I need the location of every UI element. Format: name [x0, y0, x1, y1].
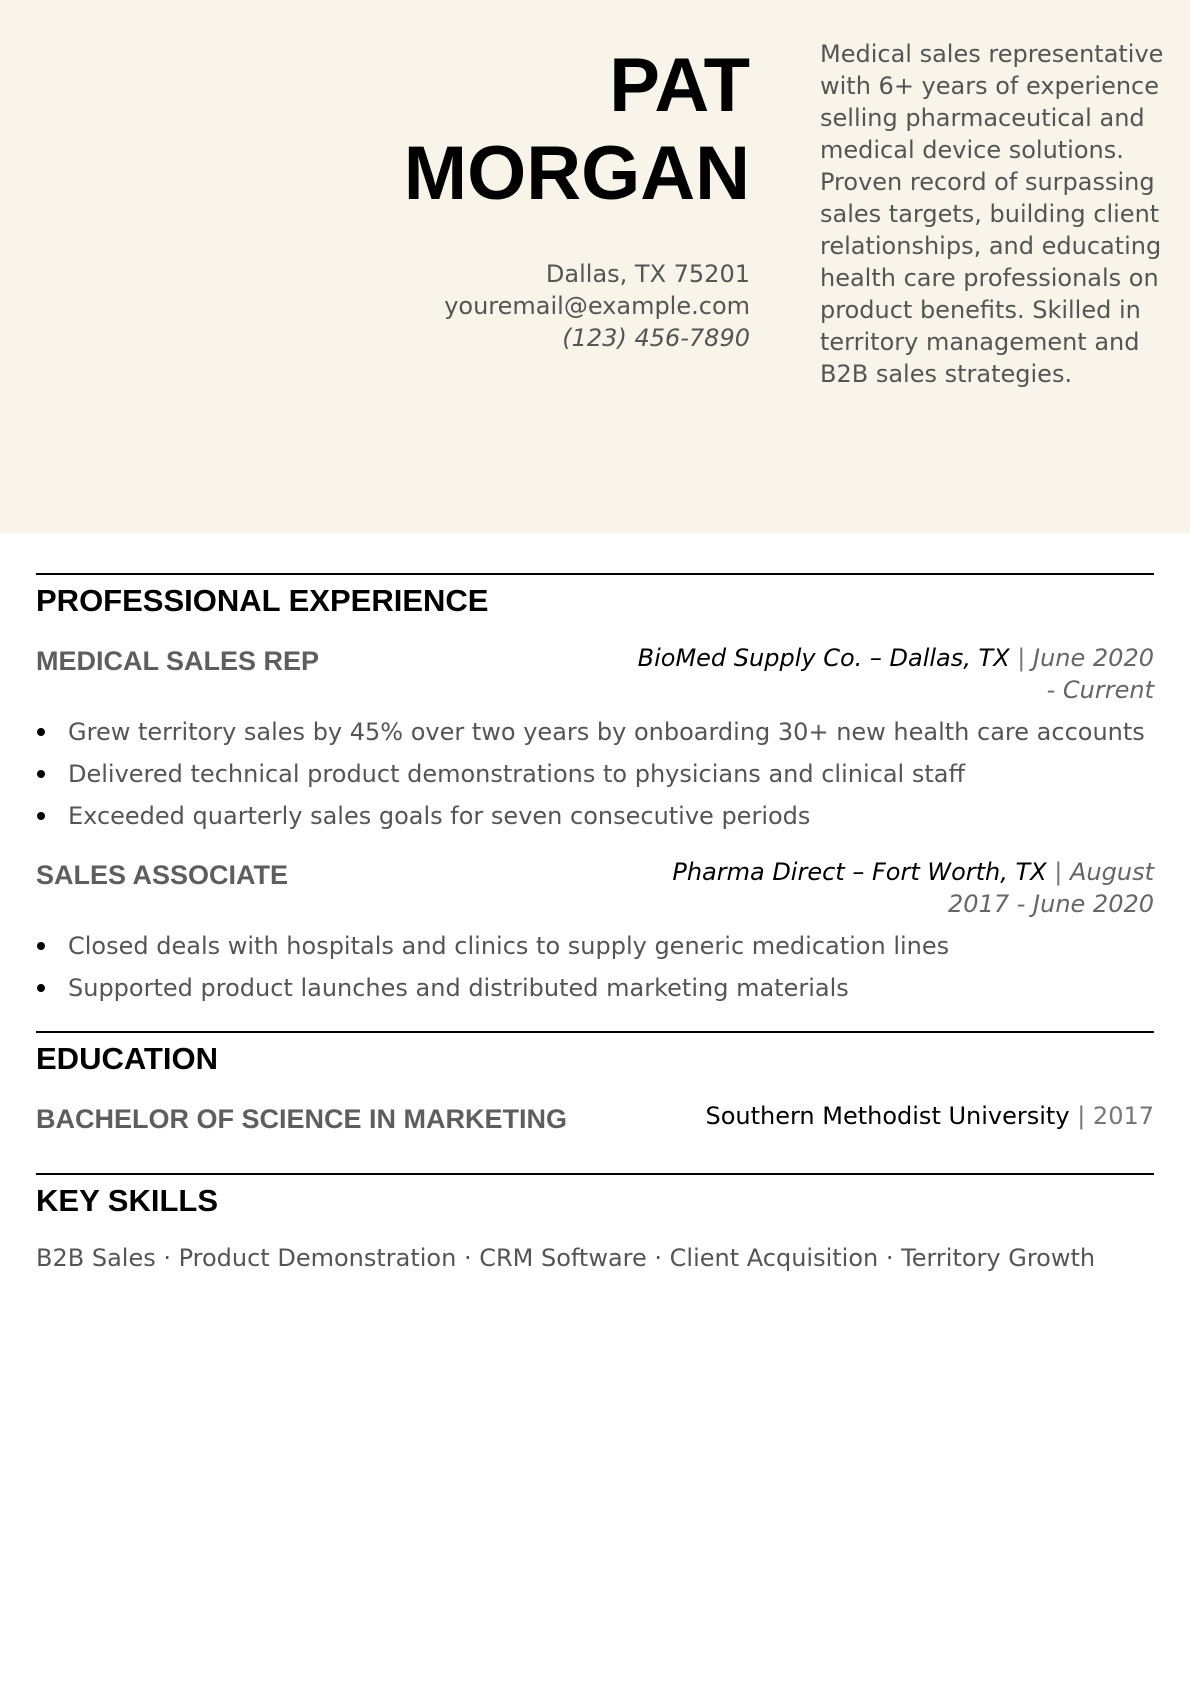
- education-meta: [554, 1100, 1154, 1132]
- job-title: MEDICAL SALES REP: [36, 646, 320, 676]
- school-name: Southern Methodist University: [705, 1102, 1070, 1130]
- meta-separator: |: [1077, 1102, 1086, 1130]
- list-item: Delivered technical product demonstrations to physicians and clinical staff: [36, 753, 1166, 795]
- first-name: PAT: [609, 43, 750, 128]
- section-divider: [36, 573, 1154, 575]
- experience-section-title: PROFESSIONAL EXPERIENCE: [36, 583, 489, 618]
- email-link[interactable]: youremail@example.com: [444, 292, 750, 320]
- list-item: Exceeded quarterly sales goals for seven consecutive periods: [36, 795, 1166, 837]
- education-section-title: EDUCATION: [36, 1041, 218, 1076]
- job-dates: August 2017 - June 2020: [948, 858, 1154, 918]
- list-item: Closed deals with hospitals and clinics to supply generic medication lines: [36, 925, 1166, 967]
- skills-section-title: KEY SKILLS: [36, 1183, 219, 1218]
- candidate-name: [250, 42, 750, 218]
- job-title: SALES ASSOCIATE: [36, 860, 289, 890]
- company-location: Pharma Direct – Fort Worth, TX: [672, 858, 1047, 886]
- skills-list: B2B Sales · Product Demonstration · CRM Software · Client Acquisition · Territory Growth: [36, 1244, 1096, 1272]
- job-meta: [634, 856, 1154, 920]
- location: Dallas, TX 75201: [545, 260, 750, 288]
- section-divider: [36, 1031, 1154, 1033]
- meta-separator: |: [1017, 644, 1026, 672]
- meta-separator: |: [1054, 858, 1063, 886]
- company-location: BioMed Supply Co. – Dallas, TX: [637, 644, 1010, 672]
- job-meta: [634, 642, 1154, 706]
- job-bullets: [36, 711, 1166, 837]
- contact-info: [350, 258, 750, 354]
- graduation-year: 2017: [1092, 1102, 1154, 1130]
- degree-title: BACHELOR OF SCIENCE IN MARKETING: [36, 1104, 568, 1134]
- list-item: Grew territory sales by 45% over two years by onboarding 30+ new health care accounts: [36, 711, 1166, 753]
- list-item: Supported product launches and distributed marketing materials: [36, 967, 1166, 1009]
- professional-summary: Medical sales representative with 6+ years of experience selling pharmaceutical and medical device solutions. Proven record of surpassing sales targets, building client relationships, and educating health care professionals on product benefits. Skilled in territory management and B2B sales strategies.: [820, 40, 1164, 388]
- job-bullets: [36, 925, 1166, 1009]
- job-dates: June 2020 - Current: [1033, 644, 1154, 704]
- phone-number: (123) 456-7890: [562, 324, 750, 352]
- section-divider: [36, 1173, 1154, 1175]
- last-name: MORGAN: [403, 131, 750, 216]
